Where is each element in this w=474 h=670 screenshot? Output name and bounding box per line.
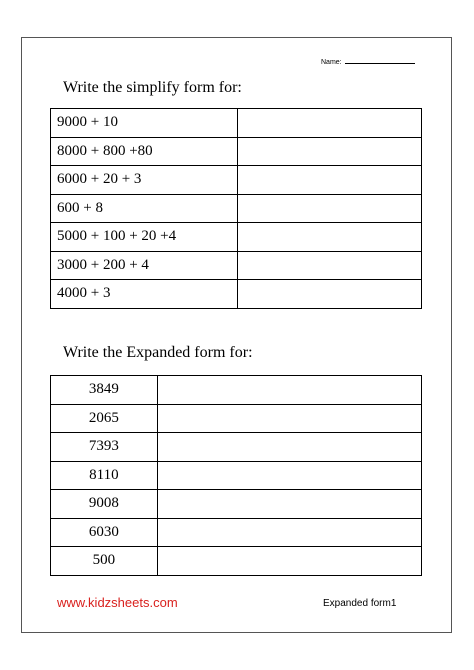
- number-cell: 7393: [51, 433, 158, 462]
- number-cell: 3849: [51, 376, 158, 405]
- answer-cell[interactable]: [237, 109, 421, 138]
- answer-cell[interactable]: [157, 433, 421, 462]
- question-cell: 3000 + 200 + 4: [51, 251, 238, 280]
- table-row: [51, 251, 422, 280]
- answer-cell[interactable]: [237, 194, 421, 223]
- answer-cell[interactable]: [237, 251, 421, 280]
- number-cell: 9008: [51, 490, 158, 519]
- simplify-table: [50, 108, 422, 309]
- website-link[interactable]: www.kidzsheets.com: [57, 595, 178, 610]
- table-row: [51, 433, 422, 462]
- worksheet-title: Expanded form1: [323, 598, 397, 609]
- question-cell: 8000 + 800 +80: [51, 137, 238, 166]
- answer-cell[interactable]: [157, 547, 421, 576]
- table-row: [51, 518, 422, 547]
- expanded-table: [50, 375, 422, 576]
- answer-cell[interactable]: [237, 223, 421, 252]
- table-row: [51, 461, 422, 490]
- name-field[interactable]: [321, 57, 415, 66]
- number-cell: 2065: [51, 404, 158, 433]
- answer-cell[interactable]: [157, 518, 421, 547]
- table-row: [51, 376, 422, 405]
- name-label: Name:: [321, 59, 342, 66]
- answer-cell[interactable]: [157, 404, 421, 433]
- answer-cell[interactable]: [237, 280, 421, 309]
- question-cell: 600 + 8: [51, 194, 238, 223]
- question-cell: 4000 + 3: [51, 280, 238, 309]
- answer-cell[interactable]: [157, 376, 421, 405]
- answer-cell[interactable]: [157, 490, 421, 519]
- table-row: [51, 137, 422, 166]
- number-cell: 500: [51, 547, 158, 576]
- question-cell: 6000 + 20 + 3: [51, 166, 238, 195]
- table-row: [51, 404, 422, 433]
- simplify-heading: Write the simplify form for:: [63, 79, 242, 96]
- answer-cell[interactable]: [157, 461, 421, 490]
- question-cell: 9000 + 10: [51, 109, 238, 138]
- table-row: [51, 280, 422, 309]
- number-cell: 6030: [51, 518, 158, 547]
- expanded-heading: Write the Expanded form for:: [63, 344, 253, 361]
- table-row: [51, 223, 422, 252]
- table-row: [51, 490, 422, 519]
- table-row: [51, 547, 422, 576]
- table-row: [51, 166, 422, 195]
- table-row: [51, 109, 422, 138]
- number-cell: 8110: [51, 461, 158, 490]
- name-blank-line[interactable]: [345, 57, 415, 64]
- table-row: [51, 194, 422, 223]
- answer-cell[interactable]: [237, 166, 421, 195]
- question-cell: 5000 + 100 + 20 +4: [51, 223, 238, 252]
- answer-cell[interactable]: [237, 137, 421, 166]
